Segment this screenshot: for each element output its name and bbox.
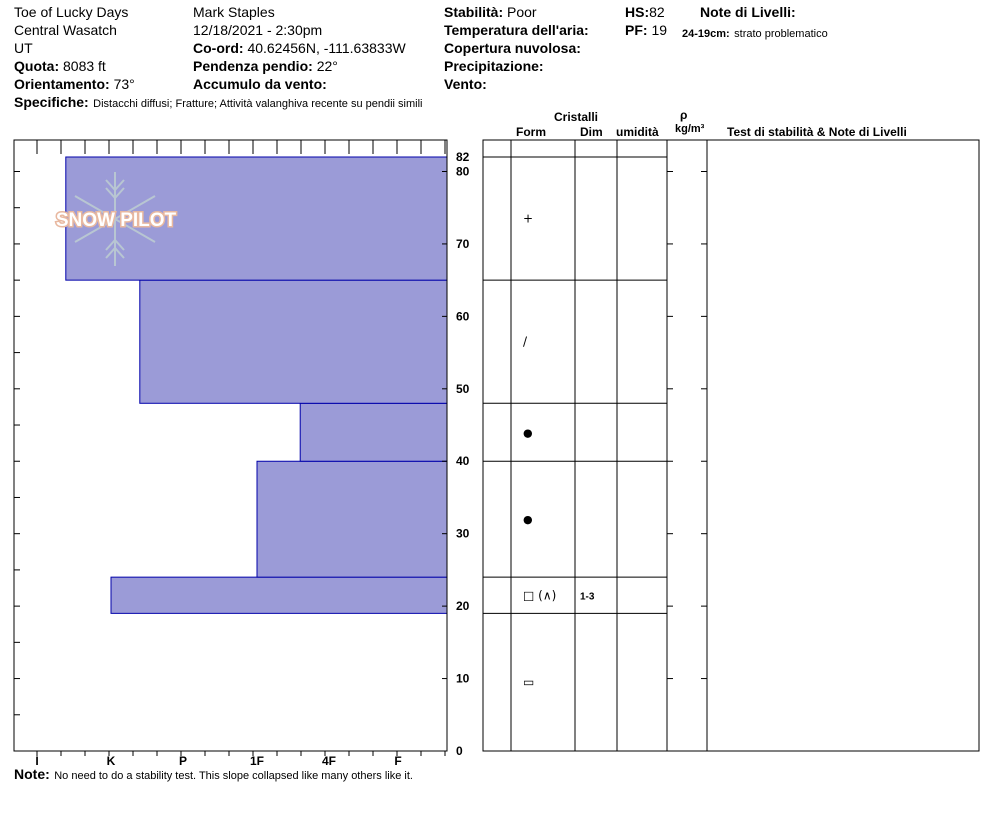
layer-note-text: strato problematico bbox=[734, 28, 828, 40]
density-rho-header: ρ bbox=[680, 108, 688, 122]
layer-note-depth: 24-19cm: bbox=[682, 28, 730, 40]
layer-notes-label: Note di Livelli: bbox=[700, 4, 796, 20]
hardness-layer-bar bbox=[140, 280, 447, 403]
coord-label: Co-ord: bbox=[193, 40, 244, 56]
specifics-value: Distacchi diffusi; Fratture; Attività valanghiva recente su pendii simili bbox=[93, 98, 423, 110]
depth-tick-label: 20 bbox=[456, 599, 470, 614]
observer: Mark Staples bbox=[193, 4, 275, 20]
slope-value: 22° bbox=[316, 58, 338, 74]
depth-tick-label: 60 bbox=[456, 309, 470, 324]
stability-label: Stabilità: bbox=[444, 4, 504, 20]
location-name: Toe of Lucky Days bbox=[14, 4, 129, 20]
depth-tick-label: 40 bbox=[456, 454, 470, 469]
depth-tick-label: 80 bbox=[456, 164, 470, 179]
note-label: Note: bbox=[14, 766, 50, 782]
logo-text: SNOW PILOT bbox=[55, 210, 177, 231]
moisture-header: umidità bbox=[616, 125, 659, 139]
stability-tests-header: Test di stabilità & Note di Livelli bbox=[727, 125, 907, 139]
aspect-label: Orientamento: bbox=[14, 76, 110, 92]
air-temp-label: Temperatura dell'aria: bbox=[444, 22, 589, 38]
layer-table-frame bbox=[483, 140, 979, 751]
coord-value: 40.62456N, -111.63833W bbox=[247, 40, 406, 56]
aspect-value: 73° bbox=[113, 76, 135, 92]
mountain-range: Central Wasatch bbox=[14, 22, 117, 38]
sky-cover-label: Copertura nuvolosa: bbox=[444, 40, 581, 56]
depth-tick-label: 30 bbox=[456, 526, 470, 541]
hardness-category-label: 4F bbox=[321, 754, 337, 768]
elevation-label: Quota: bbox=[14, 58, 60, 74]
elevation-value: 8083 ft bbox=[63, 58, 106, 74]
depth-tick-label: 10 bbox=[456, 671, 470, 686]
grain-form-symbol: + bbox=[523, 211, 534, 226]
grain-form-symbol: ▭ bbox=[523, 675, 535, 690]
depth-tick-label: 70 bbox=[456, 236, 470, 251]
hs-value: 82 bbox=[649, 4, 665, 20]
size-header: Dim bbox=[580, 125, 603, 139]
hs-tick-label: 82 bbox=[456, 150, 470, 164]
grain-form-symbol: □ (∧) bbox=[523, 588, 557, 603]
state: UT bbox=[14, 40, 33, 56]
slope-label: Pendenza pendio: bbox=[193, 58, 313, 74]
pf-value: 19 bbox=[651, 22, 668, 38]
grain-form-symbol: ● bbox=[523, 426, 533, 440]
hardness-category-label: 1F bbox=[249, 754, 265, 768]
note-text: No need to do a stability test. This slope collapsed like many others like it. bbox=[54, 770, 413, 782]
specifics-label: Specifiche: bbox=[14, 94, 89, 110]
note bbox=[14, 767, 413, 783]
wind-loading-label: Accumulo da vento: bbox=[193, 76, 327, 92]
density-unit-header: kg/m³ bbox=[675, 123, 705, 135]
datetime: 12/18/2021 - 2:30pm bbox=[193, 22, 323, 38]
grain-form-symbol: / bbox=[523, 334, 528, 349]
hs-label: HS: bbox=[625, 4, 650, 20]
hardness-category-label: F bbox=[394, 754, 402, 768]
pf-label: PF: bbox=[625, 22, 648, 38]
hardness-category-label: K bbox=[106, 754, 116, 768]
grain-form-symbol: ● bbox=[523, 513, 533, 527]
depth-tick-label: 50 bbox=[456, 381, 470, 396]
form-header: Form bbox=[516, 125, 546, 139]
crystals-header: Cristalli bbox=[554, 110, 599, 124]
grain-size-label: 1-3 bbox=[580, 591, 595, 603]
hardness-layer-bar bbox=[300, 403, 447, 461]
hardness-category-label: I bbox=[35, 754, 39, 768]
hardness-layer-bar bbox=[111, 577, 447, 613]
hardness-category-label: P bbox=[178, 754, 188, 768]
precipitation-label: Precipitazione: bbox=[444, 58, 544, 74]
wind-label: Vento: bbox=[444, 76, 487, 92]
hardness-layer-bar bbox=[257, 461, 447, 577]
depth-tick-label: 0 bbox=[456, 744, 463, 758]
stability-value: Poor bbox=[507, 4, 537, 20]
